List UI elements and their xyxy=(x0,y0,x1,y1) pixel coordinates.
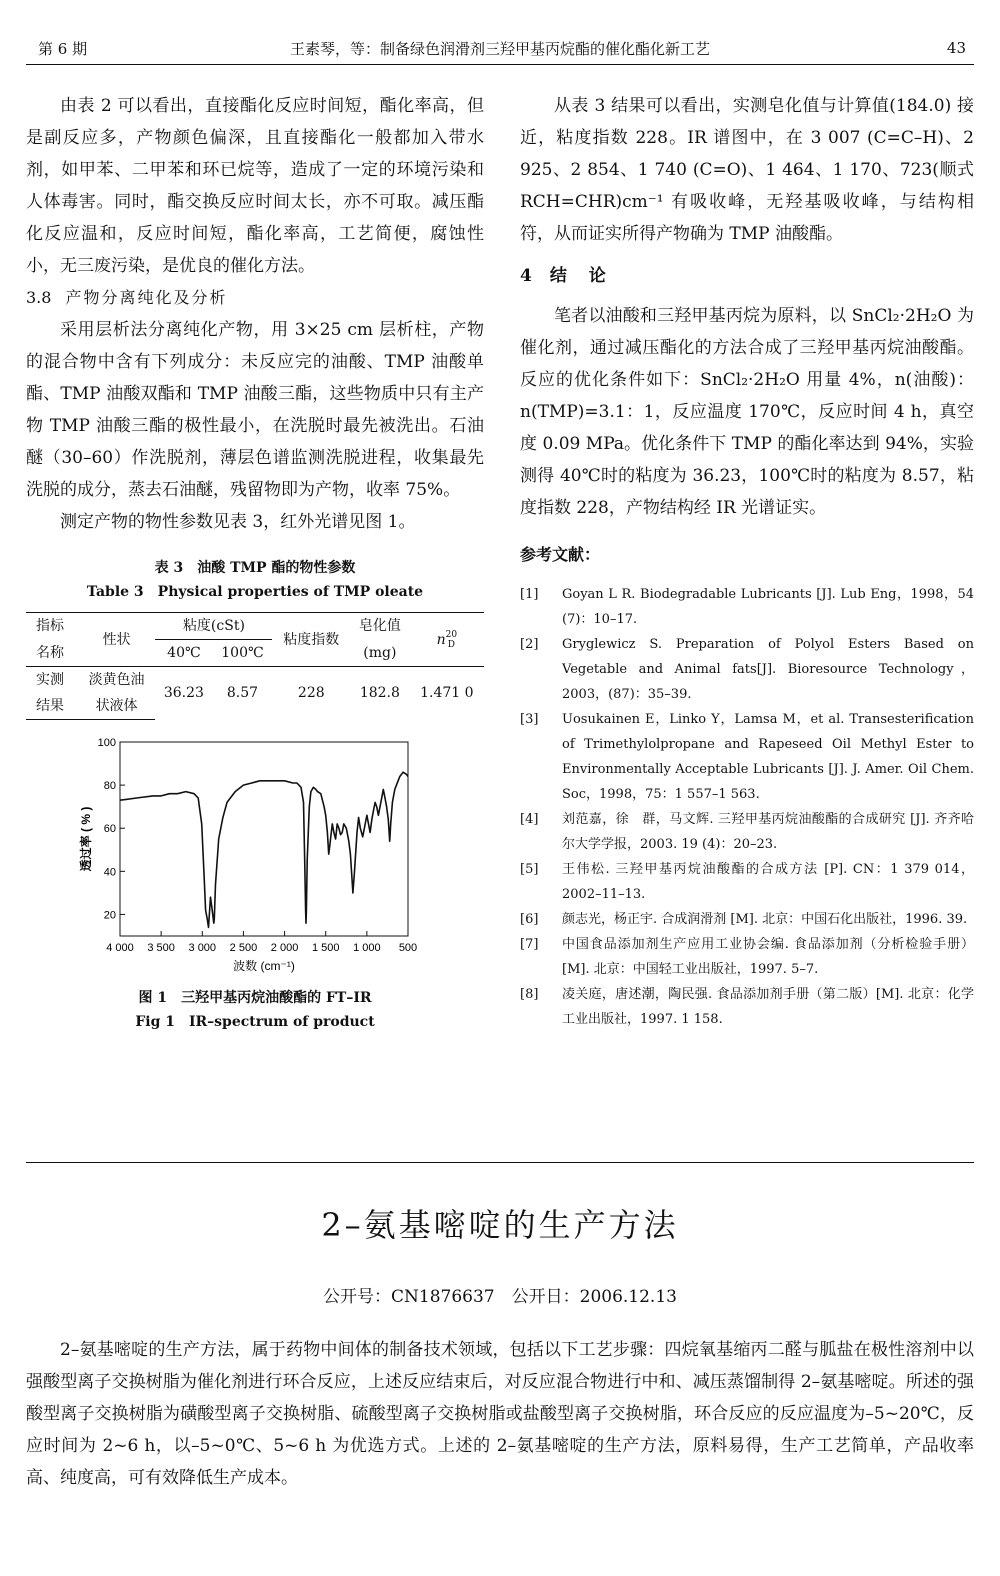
reference-number: [8] xyxy=(520,987,539,1002)
article-title: 2–氨基嘧啶的生产方法 xyxy=(321,1206,679,1244)
y-tick-label: 40 xyxy=(103,866,116,879)
x-tick-label: 1 000 xyxy=(353,942,381,954)
table-cell: 8.57 xyxy=(226,685,259,702)
section-title: 结 论 xyxy=(549,266,614,286)
table-cell: 182.8 xyxy=(359,685,400,702)
reference-text: Uosukainen E，Linko Y，Lamsa M，et al. Transesterification of Trimethylolpropane and Rapeseed Oil Methyl Ester to Environmentally Acceptable Lubricants [J]. J. Amer. Oil Chem. Soc，1998，75：1 557–1 563. xyxy=(562,712,974,802)
section-title: 产物分离纯化及分析 xyxy=(65,288,228,307)
table-header-cell: 100℃ xyxy=(212,640,272,667)
table-header-cell: 皂化值 xyxy=(350,613,410,640)
paragraph: 从表 3 结果可以看出，实测皂化值与计算值(184.0) 接近，粘度指数 228。IR 谱图中，在 3 007 (C=C–H)、2 925、2 854、1 740 (C=O)、1 464、1 170、723(顺式 RCH=CHR)cm⁻¹ 有吸收峰，无羟基吸收峰，与结构相符，从而证实所得产物确为 TMP 油酸酯。 xyxy=(520,96,974,244)
reference-text: Gryglewicz S. Preparation of Polyol Esters Based on Vegetable and Animal fats[J]. Bioresource Technology，2003，(87)：35–39. xyxy=(562,637,974,702)
publication-info: 公开号：CN1876637 公开日：2006.12.13 xyxy=(323,1287,677,1307)
reference-number: [7] xyxy=(520,937,539,952)
reference-number: [6] xyxy=(520,912,539,927)
table-header-row xyxy=(26,613,484,640)
paragraph: 由表 2 可以看出，直接酯化反应时间短，酯化率高，但是副反应多，产物颜色偏深，且直接酯化一般都加入带水剂，如甲苯、二甲苯和环已烷等，造成了一定的环境污染和人体毒害。同时，酯交换反应时间太长，亦不可取。减压酯化反应温和，反应时间短，酯化率高，工艺简便，腐蚀性小，无三废污染，是优良的催化方法。 xyxy=(26,96,484,276)
table-header-cell: 40℃ xyxy=(155,640,212,667)
y-tick-label: 80 xyxy=(103,780,116,793)
reference-text: 颜志光，杨正宇. 合成润滑剂 [M]. 北京：中国石化出版社，1996. 39. xyxy=(562,912,968,927)
refractive-symbol: n xyxy=(436,631,446,648)
y-tick-label: 100 xyxy=(97,737,116,749)
reference-text: Goyan L R. Biodegradable Lubricants [J]. Lub Eng，1998，54 (7)：10–17. xyxy=(562,587,974,627)
header-rule xyxy=(26,64,974,65)
reference-number: [5] xyxy=(520,862,539,877)
table-header-cell: 粘度(cSt) xyxy=(155,613,272,640)
reference-item xyxy=(520,632,974,707)
running-header xyxy=(26,36,974,60)
refractive-sub: D xyxy=(447,639,455,650)
plot-frame xyxy=(120,742,408,936)
reference-number: [4] xyxy=(520,812,539,827)
figure-caption-en: Fig 1 IR–spectrum of product xyxy=(135,1014,375,1030)
reference-text: 王伟松. 三羟甲基丙烷油酸酯的合成方法 [P]. CN：1 379 014，2002–11–13. xyxy=(562,862,974,902)
table-cell: 36.23 xyxy=(163,685,204,702)
table-row xyxy=(26,667,484,694)
properties-table xyxy=(26,612,484,720)
table-header-cell: 指标 xyxy=(26,613,78,640)
section-heading xyxy=(26,282,484,314)
section-number: 4 xyxy=(520,266,540,286)
section-number: 3.8 xyxy=(26,288,52,307)
reference-number: [2] xyxy=(520,637,539,652)
figure-caption-cn: 图 1 三羟甲基丙烷油酸酯的 FT–IR xyxy=(138,990,372,1006)
refractive-sup: 20 xyxy=(445,629,458,640)
table-header-cell: (mg) xyxy=(350,640,410,667)
reference-item xyxy=(520,807,974,857)
table-cell: 结果 xyxy=(26,693,78,720)
abstract-paragraph: 2–氨基嘧啶的生产方法，属于药物中间体的制备技术领域，包括以下工艺步骤：四烷氧基缩丙二醛与胍盐在极性溶剂中以强酸型离子交换树脂为催化剂进行环合反应，上述反应结束后，对反应混合物进行中和、减压蒸馏制得 2–氨基嘧啶。所述的强酸型离子交换树脂为磺酸型离子交换树脂、硫酸型离子交换树脂或盐酸型离子交换树脂，环合反应的反应温度为–5~20℃，反应时间为 2~6 h，以–5~0℃、5~6 h 为优选方式。上述的 2–氨基嘧啶的生产方法，原料易得，生产工艺简单，产品收率高、纯度高，可有效降低生产成本。 xyxy=(26,1340,974,1488)
table-cell: 淡黄色油 xyxy=(88,672,145,688)
x-tick-label: 4 000 xyxy=(106,942,134,954)
x-tick-label: 2 500 xyxy=(229,942,258,954)
reference-text: 刘范嘉，徐 群，马文辉. 三羟甲基丙烷油酸酯的合成研究 [J]. 齐齐哈尔大学学报，2003. 19 (4)：20–23. xyxy=(562,812,974,852)
reference-item xyxy=(520,857,974,907)
ir-spectrum-chart xyxy=(26,736,484,986)
x-tick-label: 500 xyxy=(398,942,418,954)
x-tick-label: 3 500 xyxy=(147,942,175,954)
paragraph: 笔者以油酸和三羟甲基丙烷为原料，以 SnCl₂·2H₂O 为催化剂，通过减压酯化的方法合成了三羟甲基丙烷油酸酯。反应的优化条件如下：SnCl₂·2H₂O 用量 4%，n(油酸)：n(TMP)=3.1：1，反应温度 170℃，反应时间 4 h，真空度 0.09 MPa。优化条件下 TMP 的酯化率达到 94%，实验测得 40℃时的粘度为 36.23，100℃时的粘度为 8.57，粘度指数 228，产物结构经 IR 光谱证实。 xyxy=(520,306,974,518)
x-tick-label: 3 000 xyxy=(188,942,217,954)
reference-text: 凌关庭，唐述潮，陶民强. 食品添加剂手册（第二版）[M]. 北京：化学工业出版社，1997. 1 158. xyxy=(562,987,974,1027)
table-caption-en: Table 3 Physical properties of TMP oleate xyxy=(86,584,424,600)
reference-item xyxy=(520,982,974,1032)
issue-label: 第 6 期 xyxy=(38,39,88,58)
table-header-cell: 粘度指数 xyxy=(272,613,350,667)
ir-spectrum-figure xyxy=(26,736,484,986)
reference-text: 中国食品添加剂生产应用工业协会编. 食品添加剂（分析检验手册）[M]. 北京：中国轻工业出版社，1997. 5–7. xyxy=(562,937,974,977)
references-title: 参考文献： xyxy=(520,545,601,564)
paragraph: 测定产物的物性参数见表 3，红外光谱见图 1。 xyxy=(60,512,416,532)
table-header-cell: 性状 xyxy=(78,613,156,667)
right-column xyxy=(520,90,974,1032)
reference-number: [1] xyxy=(520,587,539,602)
left-column xyxy=(26,90,484,1034)
x-axis-label: 波数 (cm⁻¹) xyxy=(233,959,295,973)
section-heading xyxy=(520,260,974,292)
y-axis-label: 透过率 ( % ) xyxy=(79,806,93,872)
table-cell: 1.471 0 xyxy=(420,685,474,702)
spectrum-line xyxy=(120,772,408,927)
table-header-cell xyxy=(410,613,484,667)
references-list xyxy=(520,582,974,1032)
table-cell: 状液体 xyxy=(78,693,156,720)
reference-item xyxy=(520,582,974,632)
x-tick-label: 1 500 xyxy=(311,942,340,954)
table-caption-cn: 表 3 油酸 TMP 酯的物性参数 xyxy=(154,560,356,576)
table-cell: 实测 xyxy=(36,672,64,688)
reference-item xyxy=(520,932,974,982)
reference-item xyxy=(520,707,974,807)
paragraph: 采用层析法分离纯化产物，用 3×25 cm 层析柱，产物的混合物中含有下列成分：未反应完的油酸、TMP 油酸单酯、TMP 油酸双酯和 TMP 油酸三酯，这些物质中只有主产物 TMP 油酸三酯的极性最小，在洗脱时最先被洗出。石油醚（30–60）作洗脱剂，薄层色谱监测洗脱进程，收集最先洗脱的成分，蒸去石油醚，残留物即为产物，收率 75%。 xyxy=(26,320,484,500)
section-separator xyxy=(26,1162,974,1163)
running-title: 王素琴，等：制备绿色润滑剂三羟甲基丙烷酯的催化酯化新工艺 xyxy=(289,39,710,58)
y-tick-label: 60 xyxy=(103,823,116,836)
reference-item xyxy=(520,907,974,932)
page-number: 43 xyxy=(946,39,966,57)
table-cell: 228 xyxy=(297,685,325,702)
x-tick-label: 2 000 xyxy=(270,942,299,954)
reference-number: [3] xyxy=(520,712,539,727)
y-tick-label: 20 xyxy=(103,909,116,922)
table-header-cell: 名称 xyxy=(26,640,78,667)
